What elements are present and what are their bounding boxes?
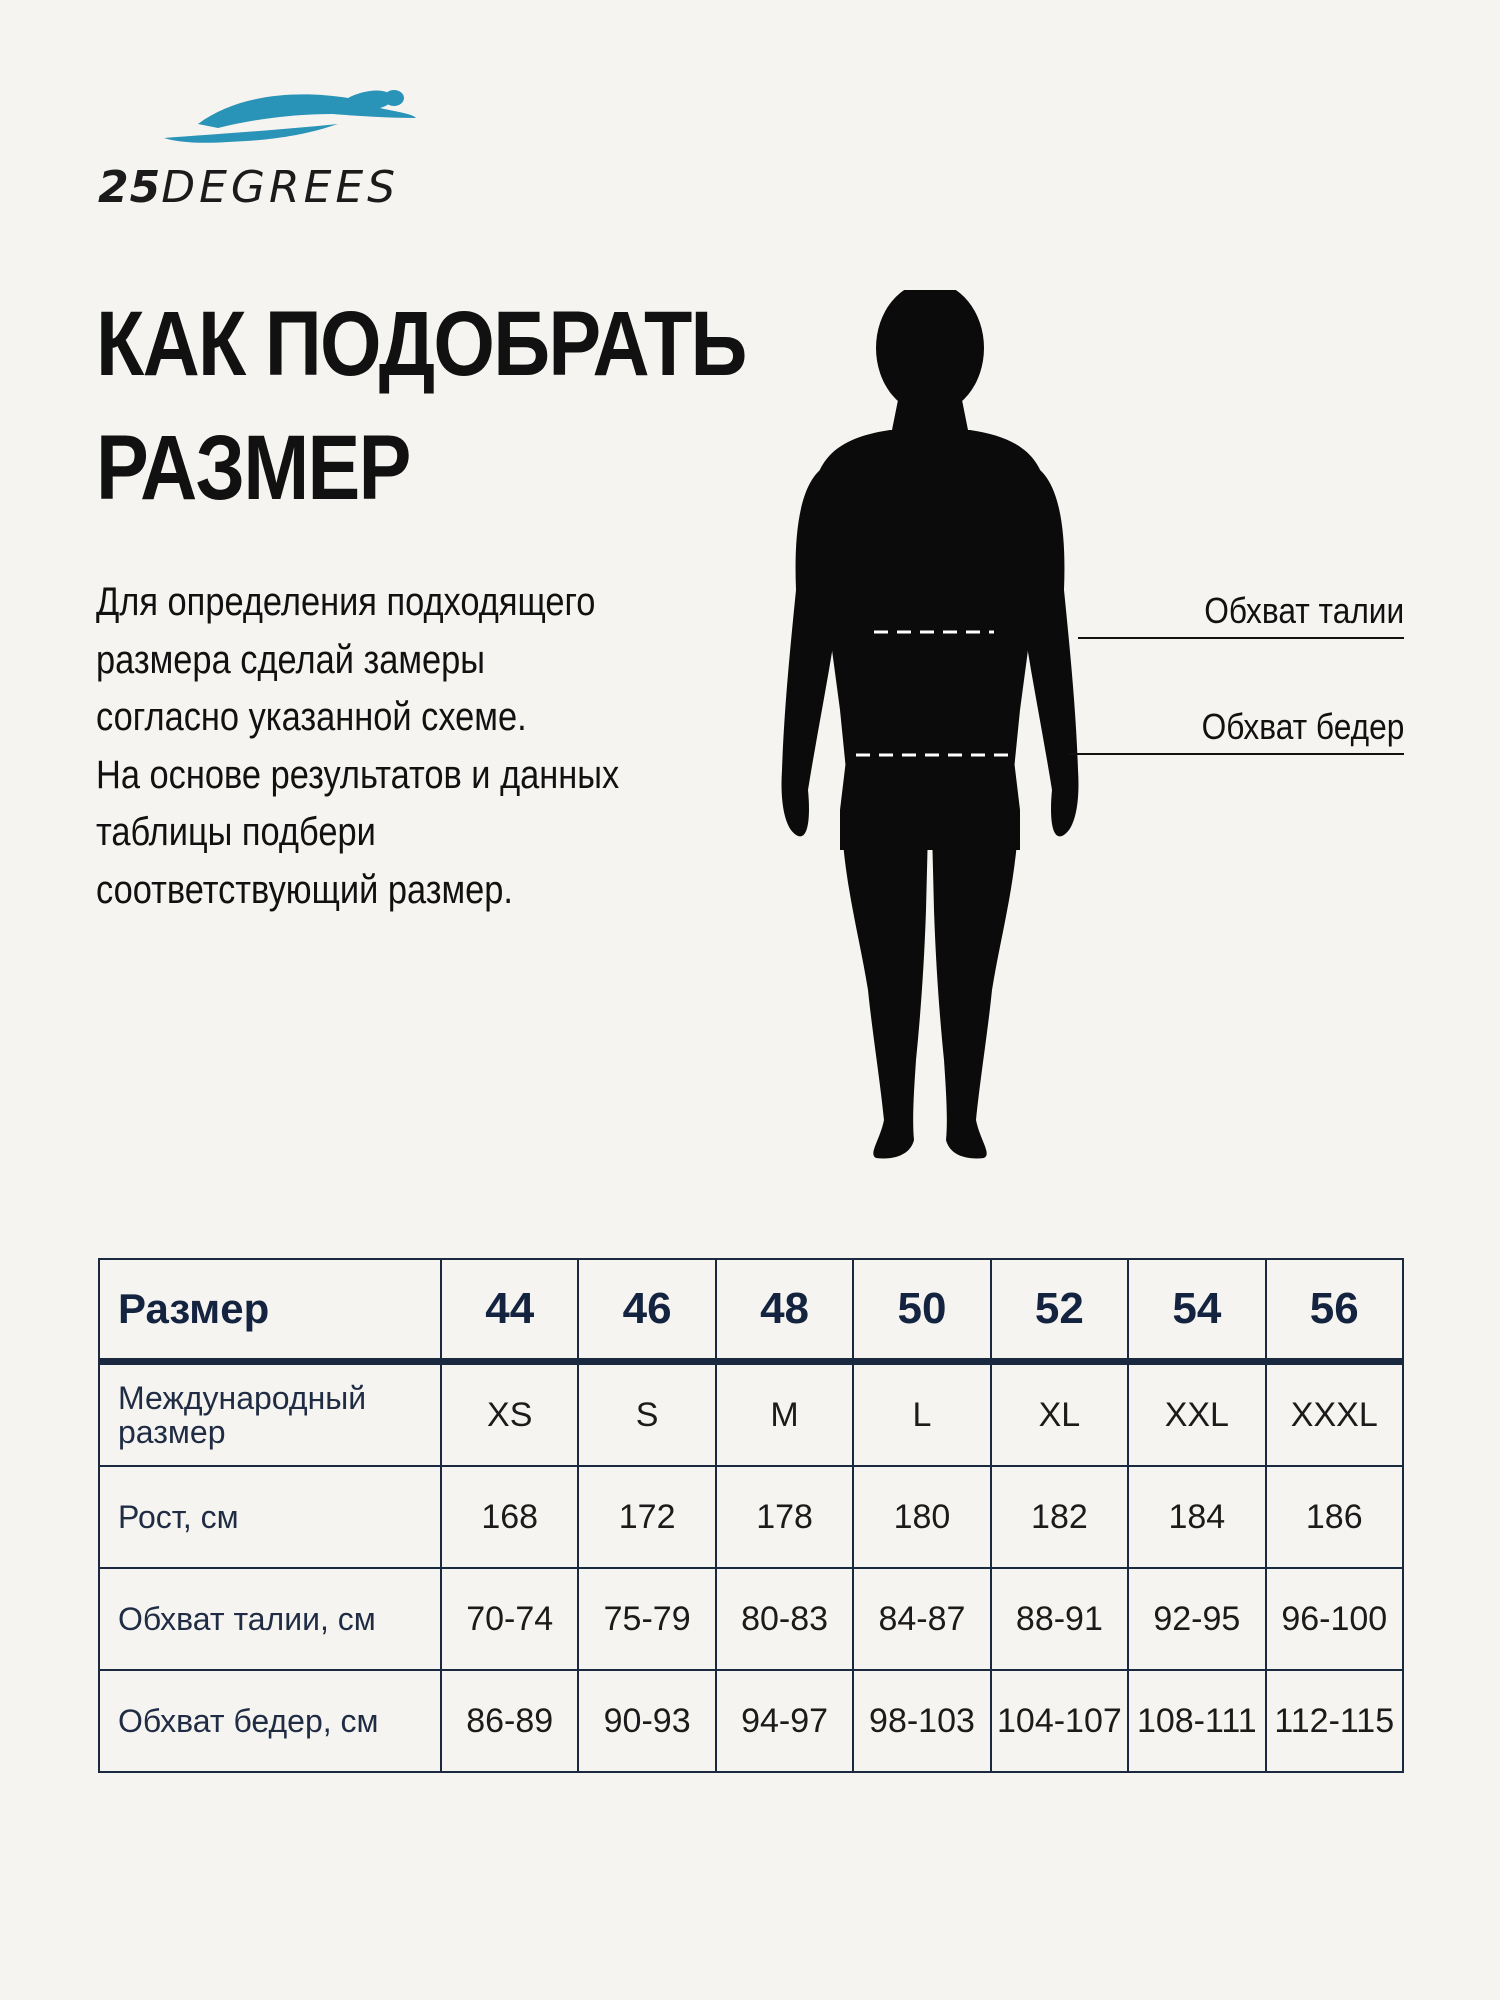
hips-pointer-line (1068, 753, 1404, 755)
size-header: 56 (1266, 1259, 1403, 1362)
table-row (99, 1466, 1403, 1568)
hips-label: Обхват бедер (1201, 706, 1404, 747)
size-header: 52 (991, 1259, 1128, 1362)
brand-number: 25 (98, 162, 162, 213)
table-cell: XL (991, 1362, 1128, 1467)
intro-line: размера сделай замеры (96, 637, 486, 682)
table-cell: 94-97 (716, 1670, 853, 1772)
table-cell: 75-79 (578, 1568, 715, 1670)
size-header: 50 (853, 1259, 990, 1362)
table-cell: 92-95 (1128, 1568, 1265, 1670)
table-cell: L (853, 1362, 990, 1467)
title-line-1: КАК ПОДОБРАТЬ (96, 293, 746, 395)
intro-line: соответствующий размер. (96, 867, 513, 912)
brand-logo (98, 84, 438, 214)
table-cell: 112-115 (1266, 1670, 1403, 1772)
table-cell: 70-74 (441, 1568, 578, 1670)
table-cell: M (716, 1362, 853, 1467)
row-label: Обхват бедер, см (99, 1670, 441, 1772)
table-cell: 184 (1128, 1466, 1265, 1568)
table-cell: 178 (716, 1466, 853, 1568)
table-cell: 104-107 (991, 1670, 1128, 1772)
table-cell: S (578, 1362, 715, 1467)
table-cell: 84-87 (853, 1568, 990, 1670)
table-cell: XXXL (1266, 1362, 1403, 1467)
table-cell: 168 (441, 1466, 578, 1568)
size-header: 54 (1128, 1259, 1265, 1362)
row-label: Обхват талии, см (99, 1568, 441, 1670)
size-header: 48 (716, 1259, 853, 1362)
table-cell: 96-100 (1266, 1568, 1403, 1670)
brand-name: DEGREES (161, 162, 400, 213)
table-row (99, 1362, 1403, 1467)
table-cell: 186 (1266, 1466, 1403, 1568)
body-silhouette-figure (780, 290, 1080, 1170)
table-cell: 182 (991, 1466, 1128, 1568)
table-cell: 180 (853, 1466, 990, 1568)
intro-line: таблицы подбери (96, 810, 376, 854)
table-cell: 172 (578, 1466, 715, 1568)
table-row (99, 1568, 1403, 1670)
brand-wordmark (98, 162, 399, 213)
table-row (99, 1670, 1403, 1772)
intro-line: Для определения подходящего (96, 580, 596, 624)
table-cell: 98-103 (853, 1670, 990, 1772)
waist-pointer-line (1078, 637, 1404, 639)
swimmer-logo-icon (158, 84, 418, 150)
intro-line: На основе результатов и данных (96, 752, 620, 797)
table-cell: XS (441, 1362, 578, 1467)
row-label: Рост, см (99, 1466, 441, 1568)
table-cell: 88-91 (991, 1568, 1128, 1670)
page-title (96, 282, 851, 530)
size-header: 44 (441, 1259, 578, 1362)
row-label: Международный размер (99, 1362, 441, 1467)
title-line-2: РАЗМЕР (96, 417, 410, 519)
size-table (98, 1258, 1404, 1773)
header-label: Размер (99, 1259, 441, 1362)
size-header: 46 (578, 1259, 715, 1362)
table-cell: 80-83 (716, 1568, 853, 1670)
table-cell: 86-89 (441, 1670, 578, 1772)
table-header-row (99, 1259, 1403, 1362)
table-cell: 108-111 (1128, 1670, 1265, 1772)
intro-text (96, 574, 716, 919)
intro-line: согласно указанной схеме. (96, 695, 527, 739)
table-cell: XXL (1128, 1362, 1265, 1467)
table-cell: 90-93 (578, 1670, 715, 1772)
waist-label: Обхват талии (1204, 590, 1404, 631)
